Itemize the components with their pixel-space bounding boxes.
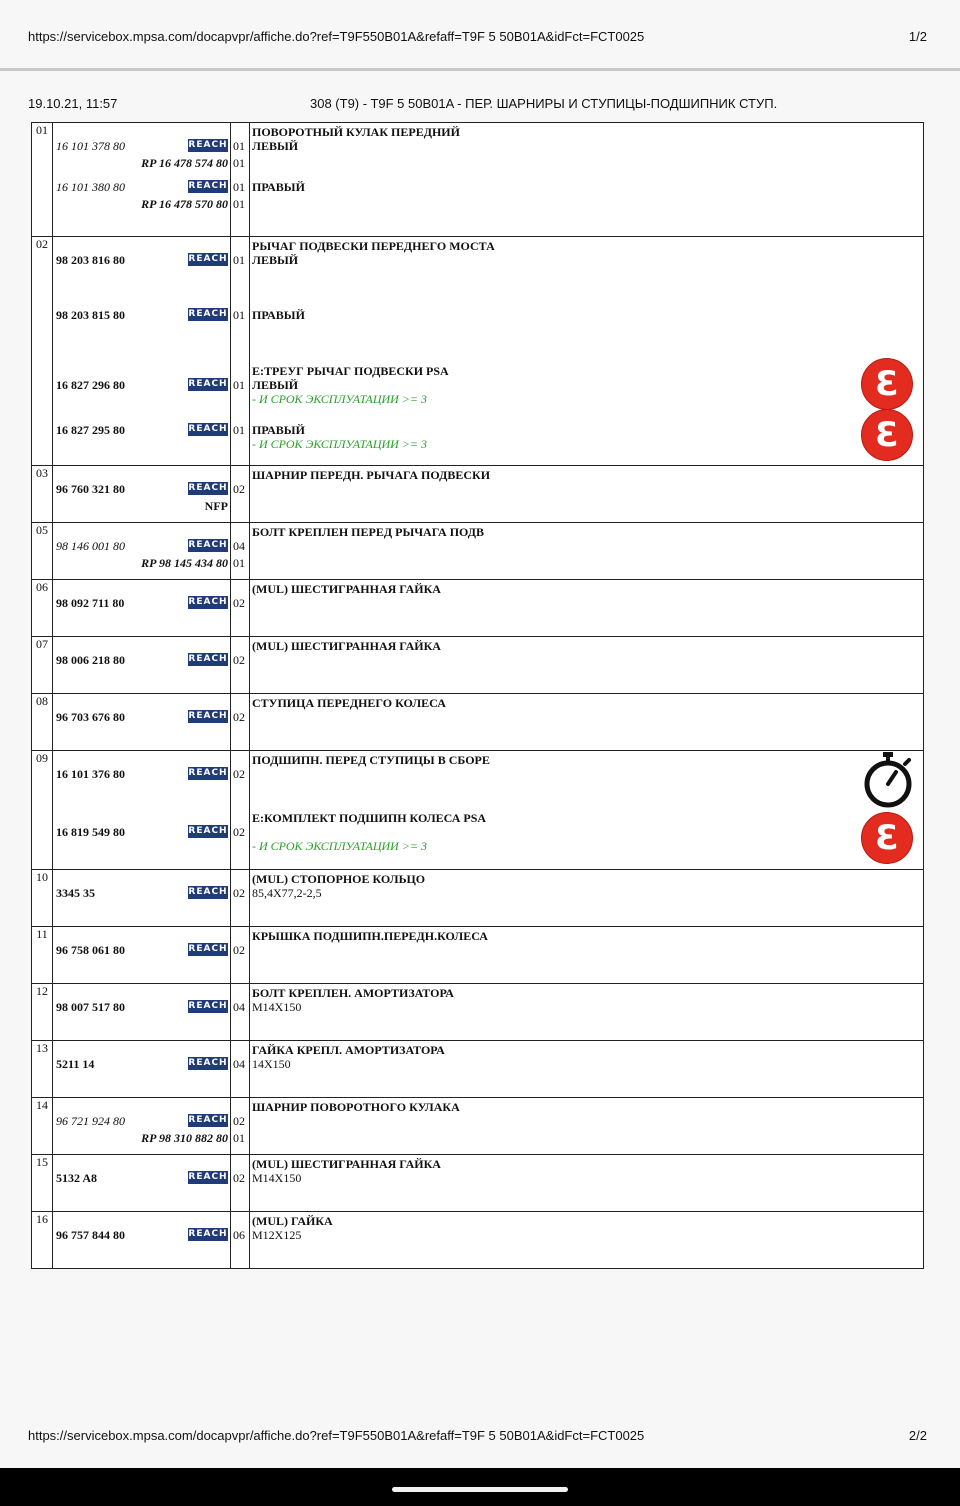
ref-block — [53, 407, 230, 465]
reach-badge: REACH — [188, 540, 228, 550]
quantity: 02 — [233, 596, 245, 610]
part-description: ПОДШИПН. ПЕРЕД СТУПИЦЫ В СБОРЕ — [252, 753, 490, 767]
part-description: ПОВОРОТНЫЙ КУЛАК ПЕРЕДНИЙ — [252, 125, 460, 139]
quantity: 04 — [233, 1000, 245, 1014]
quantity: 02 — [233, 1171, 245, 1185]
desc-cell — [250, 1212, 924, 1269]
ref-block — [53, 1155, 230, 1211]
qty-block — [231, 1212, 249, 1268]
part-number[interactable]: 3345 35 — [56, 886, 95, 900]
doc-header — [28, 96, 927, 111]
desc-cell — [250, 466, 924, 523]
row-index: 11 — [32, 927, 53, 984]
desc-block — [250, 870, 923, 926]
quantity-secondary: 01 — [233, 556, 245, 570]
e-icon[interactable] — [861, 358, 913, 410]
desc-block — [250, 237, 923, 292]
ref-block — [53, 164, 230, 236]
qty-block — [231, 1098, 249, 1154]
part-number[interactable]: 16 101 380 80 — [56, 180, 125, 194]
desc-cell — [250, 637, 924, 694]
reach-badge: REACH — [188, 379, 228, 389]
table-row — [32, 751, 924, 870]
part-number[interactable]: 96 721 924 80 — [56, 1114, 125, 1128]
quantity: 01 — [233, 180, 245, 194]
qty-cell — [231, 466, 250, 523]
home-indicator[interactable] — [392, 1487, 568, 1492]
ref-cell — [53, 870, 231, 927]
table-row — [32, 694, 924, 751]
qty-block — [231, 927, 249, 983]
e-icon[interactable] — [861, 812, 913, 864]
ref-cell — [53, 1098, 231, 1155]
reach-badge: REACH — [188, 768, 228, 778]
qty-block — [231, 164, 249, 236]
desc-block — [250, 1155, 923, 1211]
row-index: 13 — [32, 1041, 53, 1098]
part-number[interactable]: 16 819 549 80 — [56, 825, 125, 839]
part-number[interactable]: 98 203 816 80 — [56, 253, 125, 267]
qty-block — [231, 751, 249, 809]
replacement-part-number[interactable]: RP 16 478 570 80 — [141, 197, 228, 211]
qty-block — [231, 984, 249, 1040]
qty-block — [231, 407, 249, 465]
desc-cell — [250, 123, 924, 237]
quantity: 01 — [233, 253, 245, 267]
desc-block — [250, 362, 923, 407]
page-number-bottom: 2/2 — [908, 1428, 927, 1443]
row-index: 08 — [32, 694, 53, 751]
qty-block — [231, 466, 249, 522]
part-number[interactable]: 16 827 296 80 — [56, 378, 125, 392]
desc-block — [250, 1212, 923, 1268]
replacement-part-number[interactable]: RP 16 478 574 80 — [141, 156, 228, 170]
part-number[interactable]: 16 101 376 80 — [56, 767, 125, 781]
ref-cell — [53, 580, 231, 637]
desc-cell — [250, 694, 924, 751]
ref-block — [53, 123, 230, 170]
desc-block — [250, 466, 923, 522]
ref-block — [53, 1098, 230, 1154]
qty-block — [231, 237, 249, 292]
part-variant: M12X125 — [252, 1228, 302, 1242]
page-number-top: 1/2 — [908, 29, 927, 44]
quantity: 02 — [233, 886, 245, 900]
table-row — [32, 580, 924, 637]
qty-cell — [231, 523, 250, 580]
table-row — [32, 927, 924, 984]
quantity: 04 — [233, 1057, 245, 1071]
ref-block — [53, 1041, 230, 1097]
qty-cell — [231, 984, 250, 1041]
row-index: 07 — [32, 637, 53, 694]
header-url[interactable]: https://servicebox.mpsa.com/docapvpr/affiche.do?ref=T9F550B01A&refaff=T9F 5 50B01A&idFct=FCT0025 — [28, 29, 645, 44]
qty-cell — [231, 870, 250, 927]
part-variant: ПРАВЫЙ — [252, 423, 305, 437]
e-icon[interactable] — [861, 409, 913, 461]
ref-cell — [53, 637, 231, 694]
reach-badge: REACH — [188, 140, 228, 150]
ref-block — [53, 637, 230, 693]
row-index: 15 — [32, 1155, 53, 1212]
ref-cell — [53, 1041, 231, 1098]
desc-block — [250, 164, 923, 236]
desc-block — [250, 984, 923, 1040]
qty-block — [231, 694, 249, 750]
part-variant: ПРАВЫЙ — [252, 308, 305, 322]
e-glyph: Ɛ — [875, 363, 899, 404]
row-index: 05 — [32, 523, 53, 580]
footer-url[interactable]: https://servicebox.mpsa.com/docapvpr/affiche.do?ref=T9F550B01A&refaff=T9F 5 50B01A&idFct=FCT0025 — [28, 1428, 645, 1443]
qty-block — [231, 523, 249, 579]
ref-block — [53, 1212, 230, 1268]
quantity: 01 — [233, 308, 245, 322]
quantity: 02 — [233, 1114, 245, 1128]
ref-cell — [53, 1212, 231, 1269]
quantity: 01 — [233, 423, 245, 437]
table-row — [32, 984, 924, 1041]
ref-block — [53, 466, 230, 522]
ref-cell — [53, 751, 231, 870]
qty-cell — [231, 694, 250, 751]
row-index: 16 — [32, 1212, 53, 1269]
desc-block — [250, 292, 923, 362]
part-description: (MUL) ГАЙКА — [252, 1214, 333, 1228]
desc-block — [250, 694, 923, 750]
desc-block — [250, 407, 923, 465]
reach-badge: REACH — [188, 654, 228, 664]
reach-badge: REACH — [188, 424, 228, 434]
reach-badge: REACH — [188, 1115, 228, 1125]
ref-block — [53, 870, 230, 926]
qty-cell — [231, 1212, 250, 1269]
part-number[interactable]: 5132 A8 — [56, 1171, 98, 1185]
quantity: 02 — [233, 482, 245, 496]
part-description: (MUL) ШЕСТИГРАННАЯ ГАЙКА — [252, 1157, 441, 1171]
desc-cell — [250, 1155, 924, 1212]
qty-cell — [231, 580, 250, 637]
usage-condition: - И СРОК ЭКСПЛУАТАЦИИ >= 3 — [252, 437, 428, 451]
ref-block — [53, 984, 230, 1040]
row-index: 06 — [32, 580, 53, 637]
e-glyph: Ɛ — [875, 415, 899, 455]
part-description: Е:КОМПЛЕКТ ПОДШИПН КОЛЕСА PSA — [252, 811, 487, 825]
row-index: 02 — [32, 237, 53, 466]
desc-block — [250, 523, 923, 579]
row-index: 09 — [32, 751, 53, 870]
quantity-secondary: 01 — [233, 197, 245, 211]
row-index: 14 — [32, 1098, 53, 1155]
qty-block — [231, 870, 249, 926]
table-row — [32, 466, 924, 523]
reach-badge: REACH — [188, 1172, 228, 1182]
desc-cell — [250, 1041, 924, 1098]
part-variant: ПРАВЫЙ — [252, 180, 305, 194]
table-row — [32, 237, 924, 466]
desc-cell — [250, 1098, 924, 1155]
row-index: 01 — [32, 123, 53, 237]
desc-cell — [250, 237, 924, 466]
part-description: РЫЧАГ ПОДВЕСКИ ПЕРЕДНЕГО МОСТА — [252, 239, 495, 253]
qty-block — [231, 809, 249, 869]
reach-badge: REACH — [188, 887, 228, 897]
ref-cell — [53, 1155, 231, 1212]
parts-table — [31, 122, 924, 1269]
row-index: 12 — [32, 984, 53, 1041]
qty-cell — [231, 1098, 250, 1155]
usage-condition: - И СРОК ЭКСПЛУАТАЦИИ >= 3 — [252, 839, 428, 853]
table-row — [32, 870, 924, 927]
part-variant: ЛЕВЫЙ — [252, 139, 299, 153]
reach-badge: REACH — [188, 1229, 228, 1239]
print-datetime: 19.10.21, 11:57 — [28, 96, 118, 111]
qty-block — [231, 580, 249, 636]
quantity: 02 — [233, 653, 245, 667]
desc-block — [250, 751, 923, 809]
reach-badge: REACH — [188, 309, 228, 319]
ref-cell — [53, 466, 231, 523]
stopwatch-icon[interactable] — [862, 751, 914, 811]
part-description: ШАРНИР ПОВОРОТНОГО КУЛАКА — [252, 1100, 460, 1114]
quantity-secondary: 01 — [233, 156, 245, 170]
ref-block — [53, 237, 230, 292]
qty-block — [231, 1155, 249, 1211]
qty-cell — [231, 1041, 250, 1098]
desc-block — [250, 809, 923, 869]
usage-condition: - И СРОК ЭКСПЛУАТАЦИИ >= 3 — [252, 392, 428, 406]
ref-cell — [53, 694, 231, 751]
ref-cell — [53, 523, 231, 580]
print-footer — [28, 1428, 927, 1443]
part-variant: 14X150 — [252, 1057, 291, 1071]
qty-cell — [231, 237, 250, 466]
quantity: 02 — [233, 825, 245, 839]
reach-badge: REACH — [188, 483, 228, 493]
part-description: ГАЙКА КРЕПЛ. АМОРТИЗАТОРА — [252, 1043, 445, 1057]
part-number[interactable]: 16 101 378 80 — [56, 139, 125, 153]
desc-cell — [250, 870, 924, 927]
qty-block — [231, 637, 249, 693]
desc-block — [250, 927, 923, 983]
ref-cell — [53, 237, 231, 466]
table-row — [32, 1041, 924, 1098]
quantity: 02 — [233, 943, 245, 957]
desc-cell — [250, 927, 924, 984]
desc-block — [250, 1041, 923, 1097]
ref-block — [53, 580, 230, 636]
qty-cell — [231, 751, 250, 870]
ref-block — [53, 523, 230, 579]
qty-block — [231, 362, 249, 407]
part-number[interactable]: 16 827 295 80 — [56, 423, 125, 437]
part-number[interactable]: 5211 14 — [56, 1057, 95, 1071]
replacement-part-number[interactable]: RP 98 310 882 80 — [141, 1131, 228, 1145]
replacement-part-number[interactable]: NFP — [204, 499, 228, 513]
desc-block — [250, 580, 923, 636]
qty-block — [231, 1041, 249, 1097]
table-row — [32, 123, 924, 237]
quantity: 02 — [233, 767, 245, 781]
part-description: ШАРНИР ПЕРЕДН. РЫЧАГА ПОДВЕСКИ — [252, 468, 491, 482]
part-description: (MUL) ШЕСТИГРАННАЯ ГАЙКА — [252, 582, 441, 596]
part-number[interactable]: 96 703 676 80 — [56, 710, 125, 724]
part-number[interactable]: 98 203 815 80 — [56, 308, 125, 322]
part-variant: ЛЕВЫЙ — [252, 253, 299, 267]
qty-block — [231, 123, 249, 170]
part-description: БОЛТ КРЕПЛЕН. АМОРТИЗАТОРА — [252, 986, 454, 1000]
e-glyph: Ɛ — [875, 818, 899, 858]
header-divider — [0, 68, 960, 71]
ref-block — [53, 751, 230, 809]
qty-cell — [231, 123, 250, 237]
desc-cell — [250, 523, 924, 580]
part-number[interactable]: 98 092 711 80 — [56, 596, 125, 610]
print-header — [28, 29, 927, 44]
desc-cell — [250, 751, 924, 870]
part-number[interactable]: 98 146 001 80 — [56, 539, 125, 553]
part-description: СТУПИЦА ПЕРЕДНЕГО КОЛЕСА — [252, 696, 446, 710]
part-variant: M14X150 — [252, 1171, 302, 1185]
desc-block — [250, 1098, 923, 1154]
row-index: 03 — [32, 466, 53, 523]
quantity: 04 — [233, 539, 245, 553]
part-number[interactable]: 98 007 517 80 — [56, 1000, 125, 1014]
ref-block — [53, 927, 230, 983]
part-variant: 85,4X77,2-2,5 — [252, 886, 322, 900]
reach-badge: REACH — [188, 944, 228, 954]
qty-cell — [231, 927, 250, 984]
part-description: КРЫШКА ПОДШИПН.ПЕРЕДН.КОЛЕСА — [252, 929, 488, 943]
reach-badge: REACH — [188, 254, 228, 264]
qty-cell — [231, 1155, 250, 1212]
part-number[interactable]: 96 758 061 80 — [56, 943, 125, 957]
reach-badge: REACH — [188, 711, 228, 721]
table-row — [32, 1212, 924, 1269]
part-description: (MUL) СТОПОРНОЕ КОЛЬЦО — [252, 872, 426, 886]
part-number[interactable]: 98 006 218 80 — [56, 653, 125, 667]
ref-cell — [53, 927, 231, 984]
desc-block — [250, 637, 923, 693]
ref-block — [53, 694, 230, 750]
table-row — [32, 523, 924, 580]
reach-badge: REACH — [188, 597, 228, 607]
qty-cell — [231, 637, 250, 694]
ref-cell — [53, 123, 231, 237]
ref-block — [53, 292, 230, 362]
ref-block — [53, 809, 230, 869]
quantity: 01 — [233, 139, 245, 153]
table-row — [32, 1155, 924, 1212]
table-row — [32, 1098, 924, 1155]
document-title: 308 (T9) - T9F 5 50B01A - ПЕР. ШАРНИРЫ И СТУПИЦЫ-ПОДШИПНИК СТУП. — [310, 96, 778, 111]
part-variant: ЛЕВЫЙ — [252, 378, 299, 392]
part-variant: M14X150 — [252, 1000, 302, 1014]
part-description: БОЛТ КРЕПЛЕН ПЕРЕД РЫЧАГА ПОДВ — [252, 525, 485, 539]
reach-badge: REACH — [188, 181, 228, 191]
quantity: 06 — [233, 1228, 245, 1242]
part-number[interactable]: 96 760 321 80 — [56, 482, 125, 496]
part-description: (MUL) ШЕСТИГРАННАЯ ГАЙКА — [252, 639, 441, 653]
desc-cell — [250, 984, 924, 1041]
qty-block — [231, 292, 249, 362]
reach-badge: REACH — [188, 826, 228, 836]
row-index: 10 — [32, 870, 53, 927]
replacement-part-number[interactable]: RP 98 145 434 80 — [141, 556, 228, 570]
desc-cell — [250, 580, 924, 637]
part-number[interactable]: 96 757 844 80 — [56, 1228, 125, 1242]
ref-cell — [53, 984, 231, 1041]
reach-badge: REACH — [188, 1001, 228, 1011]
part-description: Е:ТРЕУГ РЫЧАГ ПОДВЕСКИ PSA — [252, 364, 449, 378]
quantity: 01 — [233, 378, 245, 392]
ref-block — [53, 362, 230, 407]
desc-block — [250, 123, 923, 164]
table-row — [32, 637, 924, 694]
reach-badge: REACH — [188, 1058, 228, 1068]
quantity-secondary: 01 — [233, 1131, 245, 1145]
quantity: 02 — [233, 710, 245, 724]
